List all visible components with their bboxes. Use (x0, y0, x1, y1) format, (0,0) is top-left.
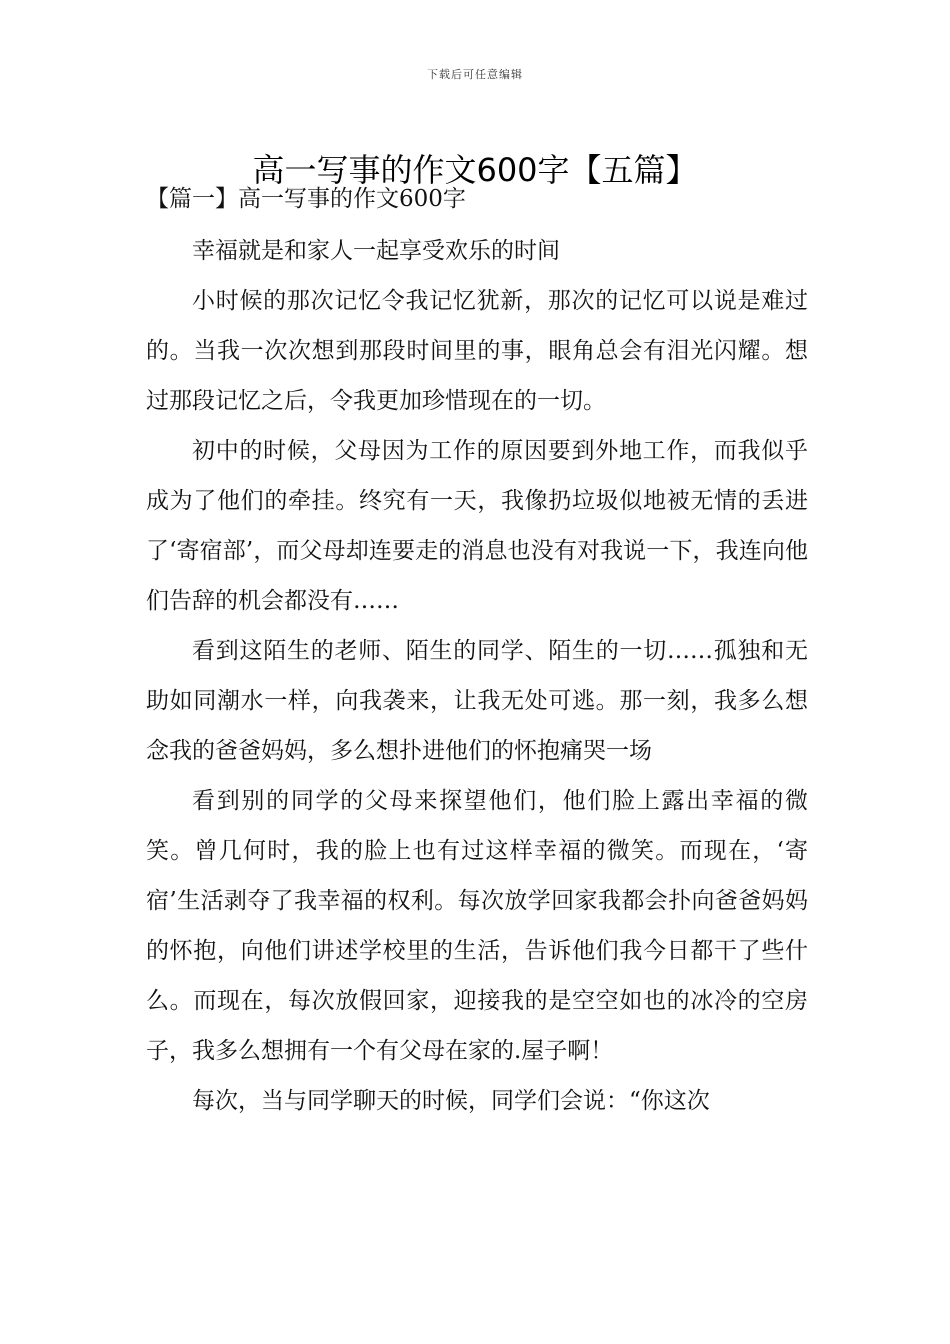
header-note: 下载后可任意编辑 (427, 68, 523, 81)
essay-body (146, 226, 808, 1126)
paragraph: 初中的时候，父母因为工作的原因要到外地工作，而我似乎成为了他们的牵挂。终究有一天，我像扔垃圾似地被无情的丢进了‘寄宿部’，而父母却连要走的消息也没有对我说一下，我连向他们告辞的机会都没有…… (146, 438, 808, 614)
paragraph: 每次，当与同学聊天的时候，同学们会说：“你这次 (192, 1088, 710, 1114)
paragraph: 幸福就是和家人一起享受欢乐的时间 (192, 238, 560, 264)
section-heading: 【篇一】高一写事的作文600字 (146, 186, 466, 212)
document-title: 高一写事的作文600字【五篇】 (252, 151, 698, 190)
paragraph: 小时候的那次记忆令我记忆犹新，那次的记忆可以说是难过的。当我一次次想到那段时间里的事，眼角总会有泪光闪耀。想过那段记忆之后，令我更加珍惜现在的一切。 (146, 288, 808, 414)
paragraph: 看到这陌生的老师、陌生的同学、陌生的一切……孤独和无助如同潮水一样，向我袭来，让我无处可逃。那一刻，我多么想念我的爸爸妈妈，多么想扑进他们的怀抱痛哭一场 (146, 638, 808, 764)
paragraph: 看到别的同学的父母来探望他们，他们脸上露出幸福的微笑。曾几何时，我的脸上也有过这样幸福的微笑。而现在，‘寄宿’生活剥夺了我幸福的权利。每次放学回家我都会扑向爸爸妈妈的怀抱，向他们讲述学校里的生活，告诉他们我今日都干了些什么。而现在，每次放假回家，迎接我的是空空如也的冰冷的空房子，我多么想拥有一个有父母在家的.屋子啊！ (146, 788, 808, 1064)
